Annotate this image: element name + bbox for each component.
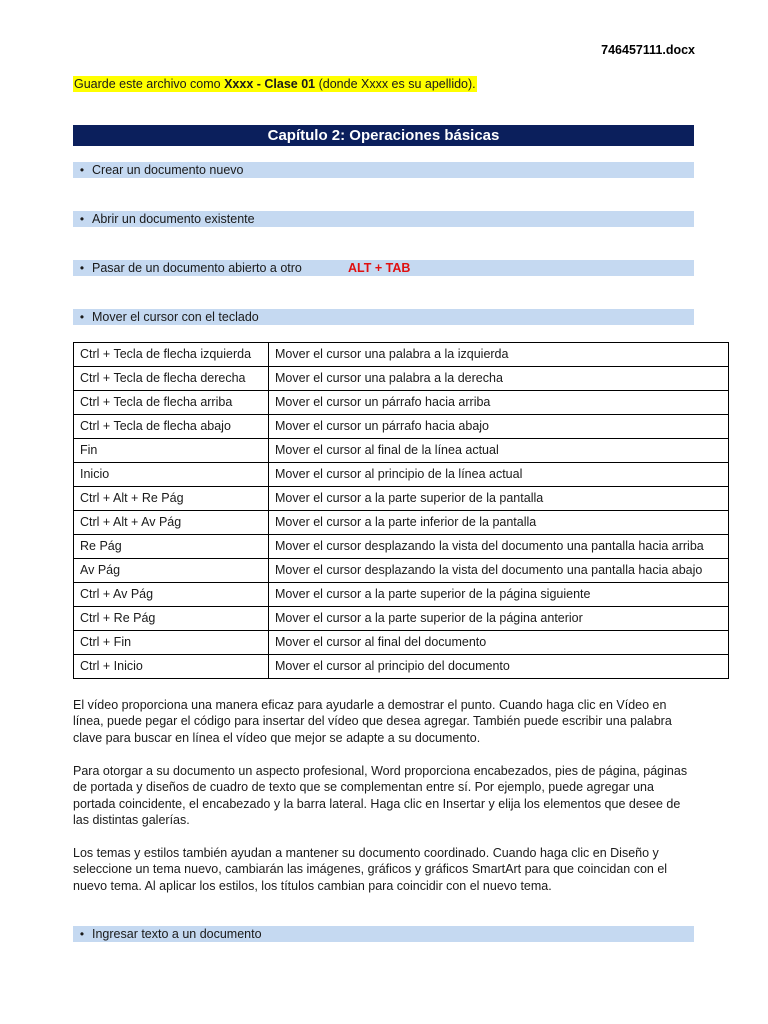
shortcut-key-cell: Ctrl + Fin: [74, 631, 269, 655]
chapter-title: Capítulo 2: Operaciones básicas: [73, 125, 694, 146]
shortcut-key-cell: Ctrl + Alt + Av Pág: [74, 511, 269, 535]
table-row: [74, 391, 729, 415]
bullet-dot-icon: •: [79, 163, 85, 177]
document-filename: 746457111.docx: [601, 43, 695, 57]
shortcut-action-cell: Mover el cursor a la parte superior de la pantalla: [269, 487, 729, 511]
table-row: [74, 415, 729, 439]
body-paragraph: El vídeo proporciona una manera eficaz para ayudarle a demostrar el punto. Cuando haga clic en Vídeo en línea, puede pegar el código para insertar del vídeo que desea agregar. También puede escribir una palabra clave para buscar en línea el vídeo que mejor se adapte a su documento.: [73, 698, 672, 745]
shortcut-key-cell: Ctrl + Re Pág: [74, 607, 269, 631]
table-row: [74, 463, 729, 487]
bullet-dot-icon: •: [79, 261, 85, 275]
bullet-item: [73, 260, 694, 276]
table-row: [74, 367, 729, 391]
table-row: [74, 487, 729, 511]
bullet-text: Mover el cursor con el teclado: [92, 310, 259, 324]
bullet-item: [73, 162, 694, 178]
table-row: [74, 631, 729, 655]
shortcut-key-cell: Ctrl + Tecla de flecha arriba: [74, 391, 269, 415]
bullet-text: Abrir un documento existente: [92, 212, 255, 226]
bullet-text: Pasar de un documento abierto a otro: [92, 261, 302, 275]
shortcut-action-cell: Mover el cursor a la parte inferior de la pantalla: [269, 511, 729, 535]
shortcut-action-cell: Mover el cursor al final del documento: [269, 631, 729, 655]
bullet-text: Ingresar texto a un documento: [92, 927, 262, 941]
shortcut-key-cell: Ctrl + Inicio: [74, 655, 269, 679]
bullet-dot-icon: •: [79, 212, 85, 226]
table-row: [74, 511, 729, 535]
bullet-item: [73, 309, 694, 325]
body-paragraph: Para otorgar a su documento un aspecto profesional, Word proporciona encabezados, pies de página, páginas de portada y diseños de cuadro de texto que se complementan entre sí. Por ejemplo, puede agregar una portada coincidente, el encabezado y la barra lateral. Haga clic en Insertar y elija los elementos que desee de las distintas galerías.: [73, 764, 688, 827]
table-row: [74, 343, 729, 367]
shortcut-key-cell: Ctrl + Tecla de flecha abajo: [74, 415, 269, 439]
table-row: [74, 607, 729, 631]
bullet-dot-icon: •: [79, 927, 85, 941]
body-paragraph: Los temas y estilos también ayudan a mantener su documento coordinado. Cuando haga clic en Diseño y seleccione un tema nuevo, cambiarán las imágenes, gráficos y gráficos SmartArt para que coincidan con el nuevo tema. Al aplicar los estilos, los títulos cambian para coincidir con el nuevo tema.: [73, 846, 668, 893]
shortcut-action-cell: Mover el cursor desplazando la vista del documento una pantalla hacia abajo: [269, 559, 729, 583]
shortcut-key-cell: Fin: [74, 439, 269, 463]
table-row: [74, 583, 729, 607]
shortcut-action-cell: Mover el cursor desplazando la vista del documento una pantalla hacia arriba: [269, 535, 729, 559]
instruction-prefix: Guarde este archivo como: [74, 77, 225, 91]
shortcut-label: ALT + TAB: [348, 261, 411, 275]
shortcut-key-cell: Ctrl + Tecla de flecha derecha: [74, 367, 269, 391]
table-row: [74, 439, 729, 463]
shortcut-key-cell: Ctrl + Av Pág: [74, 583, 269, 607]
shortcut-action-cell: Mover el cursor a la parte superior de la página anterior: [269, 607, 729, 631]
shortcut-action-cell: Mover el cursor un párrafo hacia abajo: [269, 415, 729, 439]
table-row: [74, 655, 729, 679]
shortcut-key-cell: Re Pág: [74, 535, 269, 559]
shortcut-action-cell: Mover el cursor una palabra a la derecha: [269, 367, 729, 391]
table-row: [74, 559, 729, 583]
shortcut-action-cell: Mover el cursor un párrafo hacia arriba: [269, 391, 729, 415]
bullet-item: [73, 211, 694, 227]
shortcut-key-cell: Inicio: [74, 463, 269, 487]
shortcut-key-cell: Ctrl + Tecla de flecha izquierda: [74, 343, 269, 367]
shortcut-action-cell: Mover el cursor a la parte superior de la página siguiente: [269, 583, 729, 607]
bullet-item: [73, 926, 694, 942]
save-instruction: [73, 76, 477, 92]
shortcut-action-cell: Mover el cursor al final de la línea actual: [269, 439, 729, 463]
shortcut-action-cell: Mover el cursor una palabra a la izquierda: [269, 343, 729, 367]
shortcut-action-cell: Mover el cursor al principio de la línea actual: [269, 463, 729, 487]
keyboard-shortcuts-table: [73, 342, 729, 679]
shortcut-action-cell: Mover el cursor al principio del documento: [269, 655, 729, 679]
shortcut-key-cell: Av Pág: [74, 559, 269, 583]
instruction-filename: Xxxx - Clase 01: [224, 77, 316, 91]
bullet-text: Crear un documento nuevo: [92, 163, 244, 177]
table-row: [74, 535, 729, 559]
bullet-dot-icon: •: [79, 310, 85, 324]
shortcut-key-cell: Ctrl + Alt + Re Pág: [74, 487, 269, 511]
instruction-suffix: (donde Xxxx es su apellido).: [315, 77, 476, 91]
